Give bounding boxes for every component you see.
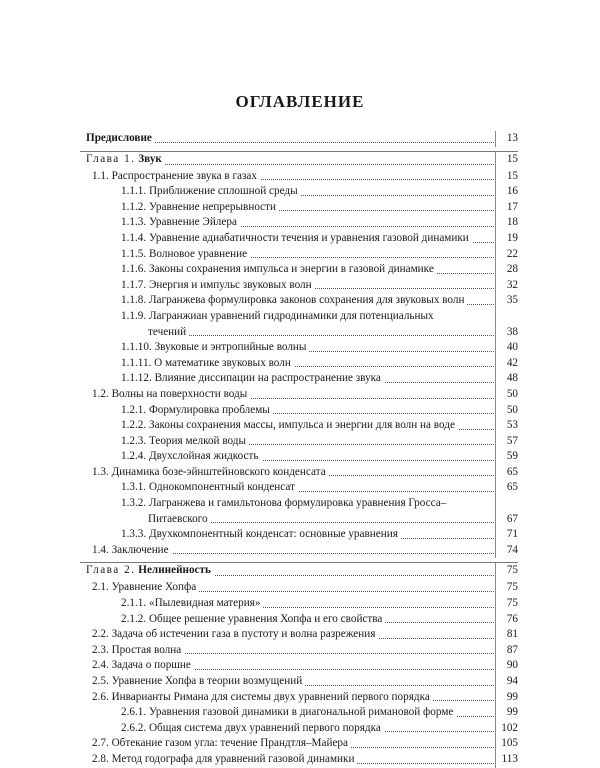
toc-entry-label: 2.1.1. «Пылевидная материя» <box>121 596 263 612</box>
toc-entry-label: 1.1.7. Энергия и импульс звуковых волн <box>121 278 315 294</box>
toc-entry-row <box>80 674 518 690</box>
toc-entry-row <box>80 169 518 185</box>
toc-entry-label: 2.8. Метод годографа для уравнений газовой динамики <box>92 752 357 768</box>
toc-entry-label: 2.1. Уравнение Хопфа <box>92 580 199 596</box>
page-column-rule <box>495 434 496 450</box>
toc-entry-label: 1.3.2. Лагранжева и гамильтонова формулировка уравнения Гросса– <box>121 496 449 512</box>
page-column-rule <box>495 580 496 596</box>
toc-entry-row <box>80 418 518 434</box>
page-column-rule <box>495 643 496 659</box>
toc-entry-label: 2.6.2. Общая система двух уравнений первого порядка <box>121 721 384 737</box>
toc-entry-label: 1.1.9. Лагранжиан уравнений гидродинамики для потенциальных <box>121 309 437 325</box>
toc-entry-row <box>80 752 518 768</box>
toc-entry-label: 1.3. Динамика бозе-эйнштейновского конденсата <box>92 465 329 481</box>
page-column-rule <box>495 752 496 768</box>
toc-entry-label: 1.1.12. Влияние диссипации на распространение звука <box>121 371 384 387</box>
toc-page-number: 18 <box>504 215 518 231</box>
toc-entry-row <box>80 627 518 643</box>
toc-page-number: 42 <box>504 356 518 372</box>
toc-page-number: 38 <box>504 325 518 341</box>
toc-entry-label: 1.4. Заключение <box>92 543 172 559</box>
page-column-rule <box>495 527 496 543</box>
toc-entry-label: 2.5. Уравнение Хопфа в теории возмущений <box>92 674 305 690</box>
toc-page-number: 48 <box>504 371 518 387</box>
toc-entry-row <box>80 580 518 596</box>
toc-entry-row <box>80 371 518 387</box>
toc-page-number: 59 <box>504 449 518 465</box>
toc-entry-label: 1.2.1. Формулировка проблемы <box>121 403 273 419</box>
page-column-rule <box>495 231 496 247</box>
toc-page-number: 28 <box>504 262 518 278</box>
page-column-rule <box>495 721 496 737</box>
page-column-rule <box>495 496 496 512</box>
table-of-contents <box>80 131 518 768</box>
toc-page-number: 75 <box>504 580 518 596</box>
toc-entry-row <box>80 387 518 403</box>
toc-entry-label: 2.1.2. Общее решение уравнения Хопфа и его свойства <box>121 612 385 628</box>
toc-entry-row <box>80 247 518 263</box>
toc-entry-label: 1.2.2. Законы сохранения массы, импульса и энергии для волн на воде <box>121 418 458 434</box>
toc-entry-row <box>80 705 518 721</box>
page-column-rule <box>495 596 496 612</box>
toc-page-number: 65 <box>504 465 518 481</box>
toc-entry-label: 1.1.4. Уравнение адиабатичности течения и уравнения газовой динамики <box>121 231 472 247</box>
toc-entry-label <box>86 152 165 168</box>
chapter-title: Звук <box>138 152 162 165</box>
toc-page-number: 15 <box>504 169 518 185</box>
toc-page-number: 90 <box>504 658 518 674</box>
toc-entry-row <box>80 325 518 341</box>
page-column-rule <box>495 465 496 481</box>
toc-entry-row <box>80 278 518 294</box>
chapter-title: Нелинейность <box>138 564 211 577</box>
toc-page-number: 50 <box>504 403 518 419</box>
toc-entry-row <box>80 527 518 543</box>
toc-entry-row <box>80 449 518 465</box>
page-column-rule <box>495 169 496 185</box>
page-column-rule <box>495 200 496 216</box>
dot-leader <box>152 335 494 336</box>
toc-entry-label: 1.2.4. Двухслойная жидкость <box>121 449 262 465</box>
toc-page-number: 19 <box>504 231 518 247</box>
page-column-rule <box>495 325 496 341</box>
toc-entry-label <box>86 563 214 579</box>
toc-page-number: 81 <box>504 627 518 643</box>
page-column-rule <box>495 658 496 674</box>
toc-entry-label: 1.3.1. Однокомпонентный конденсат <box>121 480 298 496</box>
page-column-rule <box>495 215 496 231</box>
toc-chapter-row <box>80 151 518 169</box>
toc-entry-label: течений <box>148 325 189 341</box>
page-column-rule <box>495 627 496 643</box>
toc-page-number: 74 <box>504 543 518 559</box>
page-column-rule <box>495 152 496 169</box>
page-column-rule <box>495 449 496 465</box>
toc-entry-row <box>80 309 518 325</box>
toc-page-number: 35 <box>504 293 518 309</box>
chapter-prefix: Глава 1. <box>86 152 136 165</box>
toc-entry-label: Питаевского <box>148 512 211 528</box>
toc-entry-row <box>80 643 518 659</box>
toc-page-number: 22 <box>504 247 518 263</box>
page-column-rule <box>495 674 496 690</box>
toc-entry-row <box>80 721 518 737</box>
page-column-rule <box>495 563 496 580</box>
toc-entry-label: 2.6.1. Уравнения газовой динамики в диагональной римановой форме <box>121 705 456 721</box>
toc-entry-label: 1.1.2. Уравнение непрерывности <box>121 200 279 216</box>
page-column-rule <box>495 403 496 419</box>
toc-page-number: 40 <box>504 340 518 356</box>
page-column-rule <box>495 705 496 721</box>
toc-entry-row <box>80 512 518 528</box>
toc-entry-row <box>80 690 518 706</box>
toc-entry-row <box>80 658 518 674</box>
toc-entry-row <box>80 496 518 512</box>
toc-entry-label: 2.3. Простая волна <box>92 643 184 659</box>
toc-entry-row <box>80 480 518 496</box>
toc-chapter-row <box>80 562 518 580</box>
toc-entry-row <box>80 215 518 231</box>
chapter-prefix: Глава 2. <box>86 564 136 577</box>
toc-page-number: 53 <box>504 418 518 434</box>
toc-entry-row <box>80 612 518 628</box>
toc-page-number: 76 <box>504 612 518 628</box>
toc-entry-label: 2.6. Инварианты Римана для системы двух уравнений первого порядка <box>92 690 433 706</box>
toc-page-number: 32 <box>504 278 518 294</box>
toc-entry-row <box>80 340 518 356</box>
page-column-rule <box>495 480 496 496</box>
toc-entry-label: 1.1.3. Уравнение Эйлера <box>121 215 240 231</box>
page-column-rule <box>495 293 496 309</box>
toc-entry-row <box>80 465 518 481</box>
toc-page-number: 99 <box>504 705 518 721</box>
toc-entry-label: 1.1. Распространение звука в газах <box>92 169 260 185</box>
page-column-rule <box>495 262 496 278</box>
toc-page-number: 87 <box>504 643 518 659</box>
toc-page-number: 102 <box>498 721 518 737</box>
toc-page-number: 67 <box>504 512 518 528</box>
page-column-rule <box>495 512 496 528</box>
toc-page-number: 75 <box>504 596 518 612</box>
toc-entry-row <box>80 293 518 309</box>
page-column-rule <box>495 371 496 387</box>
toc-entry-row <box>80 262 518 278</box>
toc-page-number: 50 <box>504 387 518 403</box>
toc-entry-label: 1.1.10. Звуковые и энтропийные волны <box>121 340 309 356</box>
page-column-rule <box>495 340 496 356</box>
page-column-rule <box>495 356 496 372</box>
page-column-rule <box>495 184 496 200</box>
page-column-rule <box>495 131 496 147</box>
toc-entry-label: 2.4. Задача о поршне <box>92 658 194 674</box>
toc-page-number: 75 <box>504 563 518 579</box>
toc-entry-label: 1.1.8. Лагранжева формулировка законов сохранения для звуковых волн <box>121 293 467 309</box>
toc-entry-row <box>80 434 518 450</box>
toc-entry-row <box>80 543 518 559</box>
toc-entry-label: 1.2.3. Теория мелкой воды <box>121 434 249 450</box>
toc-entry-row <box>80 131 518 147</box>
toc-page-number: 17 <box>504 200 518 216</box>
toc-entry-row <box>80 184 518 200</box>
toc-page-number: 13 <box>504 131 518 147</box>
page-column-rule <box>495 612 496 628</box>
toc-page-number: 94 <box>504 674 518 690</box>
toc-page-number: 65 <box>504 480 518 496</box>
toc-entry-label: 1.1.5. Волновое уравнение <box>121 247 250 263</box>
page-column-rule <box>495 387 496 403</box>
toc-entry-row <box>80 403 518 419</box>
page-title: ОГЛАВЛЕНИЕ <box>235 92 365 111</box>
toc-entry-label: 2.7. Обтекание газом угла: течение Прандтля–Майера <box>92 736 351 752</box>
toc-entry-row <box>80 231 518 247</box>
toc-page-number: 16 <box>504 184 518 200</box>
page-column-rule <box>495 418 496 434</box>
toc-page-number: 113 <box>499 752 518 768</box>
page-column-rule <box>495 247 496 263</box>
toc-entry-label: Предисловие <box>86 131 155 147</box>
toc-entry-label: 1.1.6. Законы сохранения импульса и энергии в газовой динамике <box>121 262 437 278</box>
toc-entry-label: 1.3.3. Двухкомпонентный конденсат: основные уравнения <box>121 527 401 543</box>
toc-page-number: 99 <box>504 690 518 706</box>
toc-entry-row <box>80 596 518 612</box>
page-column-rule <box>495 278 496 294</box>
toc-page-number: 57 <box>504 434 518 450</box>
page-column-rule <box>495 543 496 559</box>
toc-entry-label: 2.2. Задача об истечении газа в пустоту и волна разрежения <box>92 627 378 643</box>
page-column-rule <box>495 690 496 706</box>
toc-page-number: 15 <box>504 152 518 168</box>
toc-page-number: 71 <box>504 527 518 543</box>
toc-entry-label: 1.2. Волны на поверхности воды <box>92 387 250 403</box>
toc-entry-label: 1.1.1. Приближение сплошной среды <box>121 184 301 200</box>
toc-page-number: 105 <box>498 736 518 752</box>
toc-entry-row <box>80 200 518 216</box>
toc-entry-row <box>80 356 518 372</box>
page-column-rule <box>495 309 496 325</box>
toc-entry-label: 1.1.11. О математике звуковых волн <box>121 356 294 372</box>
